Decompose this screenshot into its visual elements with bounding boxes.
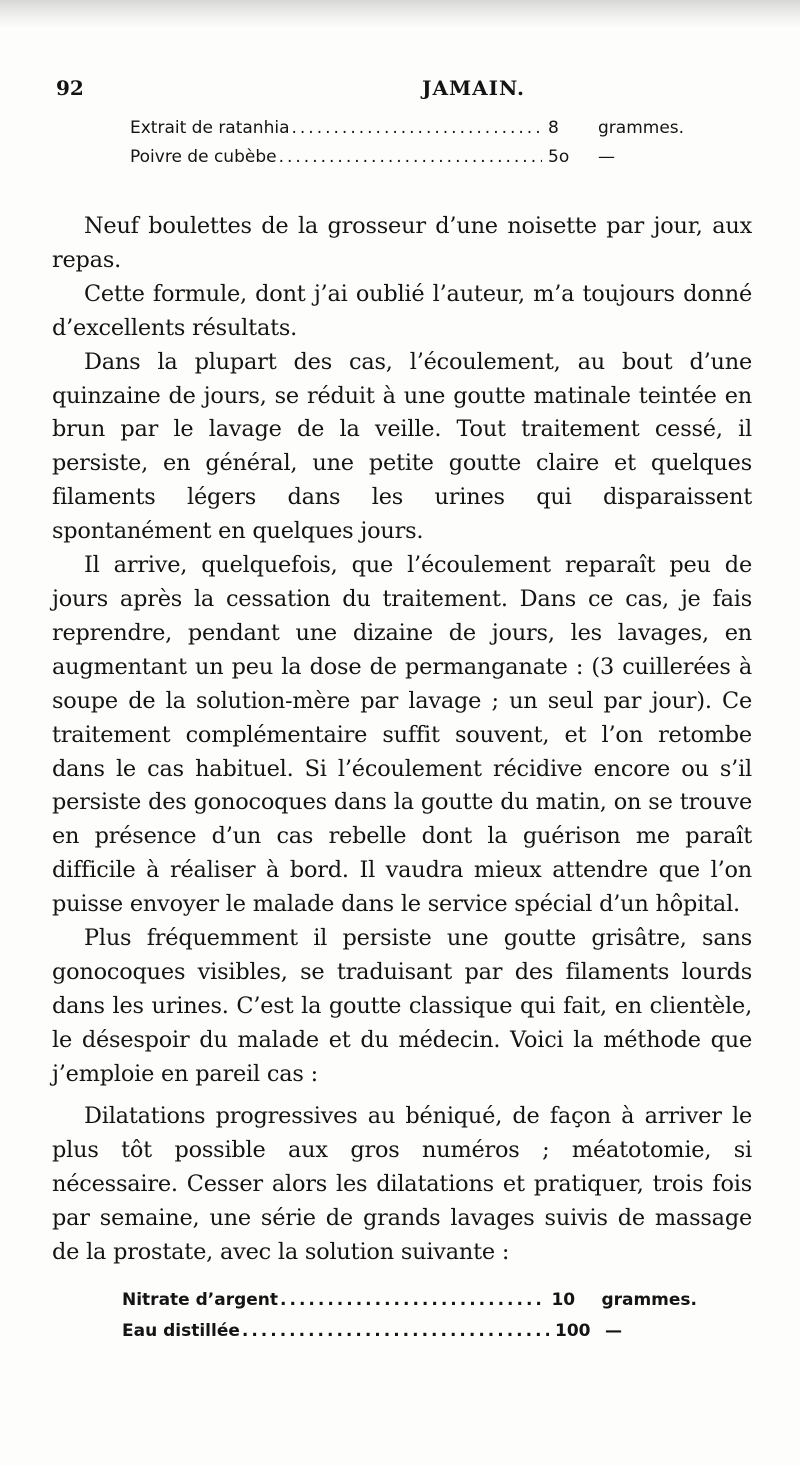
paragraph: Dilatations progressives au béniqué, de façon à arriver le plus tôt possible aux gros numéros ; méatotomie, si nécessaire. Cesser alors les dilatations et pratiquer, trois fois par semaine, une série de grands lavages suivis de massage de la prostate, avec la solution suivante : [52,1103,752,1265]
ingredient-unit: — [605,1321,622,1341]
paragraph: Cette formule, dont j’ai oublié l’auteur, m’a toujours donné d’excellents résultats. [52,280,752,341]
ingredient-name: Extrait de ratanhia [130,118,290,138]
paragraph: Dans la plupart des cas, l’écoulement, au bout d’une quinzaine de jours, se réduit à une goutte matinale teintée en brun par le lavage de la veille. Tout traitement cessé, il persiste, en général, une petite goutte claire et quelques filaments légers dans les urines qui disparaissent spontanément en quelques jours. [52,348,752,545]
recipe-row [122,1290,697,1321]
ingredient-unit: grammes. [601,1290,697,1310]
dot-leader [280,1290,545,1310]
ingredient-amount: 8 [548,118,559,138]
page-header [56,76,746,110]
running-head: JAMAIN. [422,76,525,100]
paragraph: Neuf boulettes de la grosseur d’une noisette par jour, aux repas. [52,213,752,273]
page-number: 92 [56,76,84,100]
scan-edge-shadow [0,0,800,28]
body-text-method [52,1100,752,1270]
ingredient-unit: — [598,147,615,167]
ingredient-name: Nitrate d’argent [122,1290,279,1310]
ingredient-unit: grammes. [598,118,685,138]
recipe-table-top [130,118,690,176]
recipe-row [130,147,690,176]
recipe-row [130,118,690,147]
dot-leader [242,1321,549,1341]
recipe-row [122,1321,697,1352]
ingredient-name: Eau distillée [122,1321,240,1341]
dot-leader [292,118,543,138]
paragraph: Il arrive, quelquefois, que l’écoulement reparaît peu de jours après la cessation du traitement. Dans ce cas, je fais reprendre, pendant une dizaine de jours, les lavages, en augmentant un peu la dose de permanganate : (3 cuillerées à soupe de la solution-mère par lavage ; un seul par jour). Ce traitement complémentaire suffit souvent, et l’on retombe dans le cas habituel. Si l’écoulement récidive encore ou s’il persiste des gonocoques dans la goutte du matin, on se trouve en présence d’un cas rebelle dont la guérison me paraît difficile à réaliser à bord. Il vaudra mieux attendre que l’on puisse envoyer le malade dans le service spécial d’un hôpital. [52,552,752,918]
dot-leader [279,147,542,167]
ingredient-name: Poivre de cubèbe [130,147,277,167]
body-text-main [52,210,752,1092]
ingredient-amount: 10 [551,1290,576,1310]
ingredient-amount: 5o [548,147,570,167]
paragraph: Plus fréquemment il persiste une goutte grisâtre, sans gonocoques visibles, se traduisant par des filaments lourds dans les urines. C’est la goutte classique qui fait, en clientèle, le désespoir du malade et du médecin. Voici la méthode que j’emploie en pareil cas : [52,925,752,1087]
recipe-table-bottom [122,1290,697,1352]
ingredient-amount: 100 [555,1321,591,1341]
